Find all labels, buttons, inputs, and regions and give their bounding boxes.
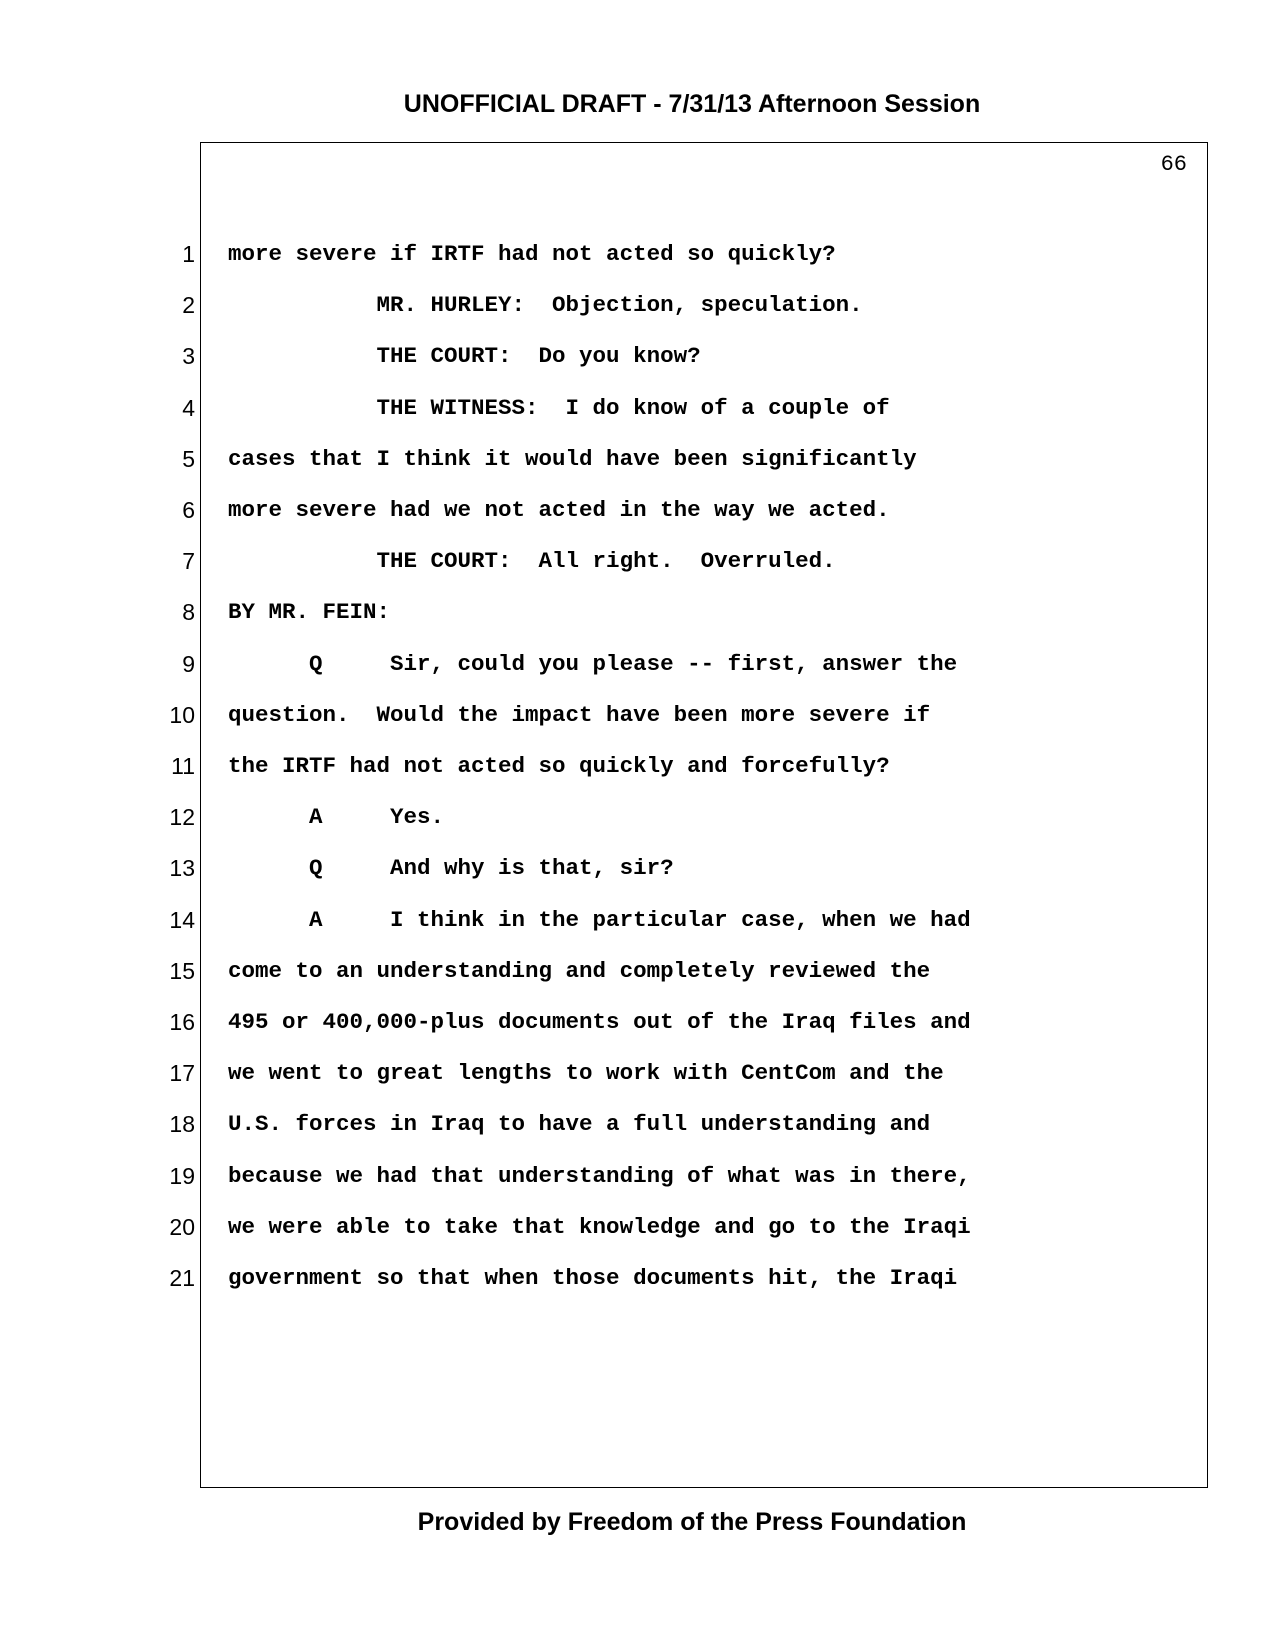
transcript-line [0,497,1000,549]
line-text: we went to great lengths to work with CentCom and the [228,1060,944,1087]
line-number: 11 [171,753,195,779]
document-footer-title: Provided by Freedom of the Press Foundation [417,1508,967,1536]
line-text: cases that I think it would have been significantly [228,445,917,472]
transcript-line [0,1265,1000,1317]
transcript-line [0,804,1000,856]
line-text: come to an understanding and completely reviewed the [228,957,931,984]
line-number: 19 [169,1162,195,1189]
document-header-title: UNOFFICIAL DRAFT - 7/31/13 Afternoon Session [403,90,981,118]
transcript-line [0,292,1000,344]
transcript-line [0,1214,1000,1266]
transcript-line [0,241,1000,293]
line-text: BY MR. FEIN: [228,599,391,626]
line-text: MR. HURLEY: Objection, speculation. [228,292,863,319]
line-text: question. Would the impact have been more severe if [228,701,931,728]
line-text: 495 or 400,000-plus documents out of the Iraq files and [228,1009,971,1035]
line-number: 6 [182,497,195,523]
transcript-line [0,651,1000,703]
line-number: 21 [169,1265,195,1291]
line-text: government so that when those documents hit, the Iraqi [228,1265,958,1291]
transcript-line [0,1009,1000,1061]
transcript-line [0,702,1000,754]
transcript-line [0,395,1000,447]
line-text: THE COURT: Do you know? [228,343,701,370]
line-text: Q And why is that, sir? [228,855,674,882]
line-text: more severe if IRTF had not acted so quickly? [228,241,836,267]
transcript-line [0,753,1000,805]
line-text: the IRTF had not acted so quickly and forcefully? [228,753,890,779]
line-number: 20 [169,1213,195,1240]
line-number: 5 [182,445,195,472]
line-number: 7 [182,548,195,575]
transcript-line [0,855,1000,907]
line-number: 14 [169,906,195,933]
line-text: A I think in the particular case, when we had [228,906,971,933]
transcript-line [0,907,1000,959]
line-number: 18 [169,1111,195,1138]
line-text: U.S. forces in Iraq to have a full understanding and [228,1111,931,1138]
line-text: we were able to take that knowledge and go to the Iraqi [228,1213,971,1240]
transcript-line [0,1111,1000,1163]
page-number: 66 [1160,152,1187,177]
line-number: 1 [182,241,195,267]
line-number: 16 [169,1009,195,1035]
line-number: 15 [169,957,195,984]
line-number: 13 [169,855,195,882]
line-text: because we had that understanding of what was in there, [228,1162,971,1189]
line-text: THE COURT: All right. Overruled. [228,548,836,575]
line-number: 9 [182,650,195,677]
line-number: 8 [182,599,195,626]
line-number: 4 [182,394,195,421]
transcript-line [0,599,1000,651]
transcript-line [0,548,1000,600]
line-number: 2 [182,292,195,319]
transcript-line [0,1060,1000,1112]
transcript-line [0,1163,1000,1215]
line-number: 10 [169,701,195,728]
line-number: 12 [169,804,195,831]
line-number: 17 [169,1060,195,1087]
transcript-line [0,958,1000,1010]
transcript-line [0,446,1000,498]
transcript-line [0,343,1000,395]
line-text: Q Sir, could you please -- first, answer the [228,650,958,677]
line-number: 3 [182,343,195,370]
line-text: A Yes. [228,804,445,831]
line-text: more severe had we not acted in the way we acted. [228,497,890,523]
line-text: THE WITNESS: I do know of a couple of [228,394,890,421]
